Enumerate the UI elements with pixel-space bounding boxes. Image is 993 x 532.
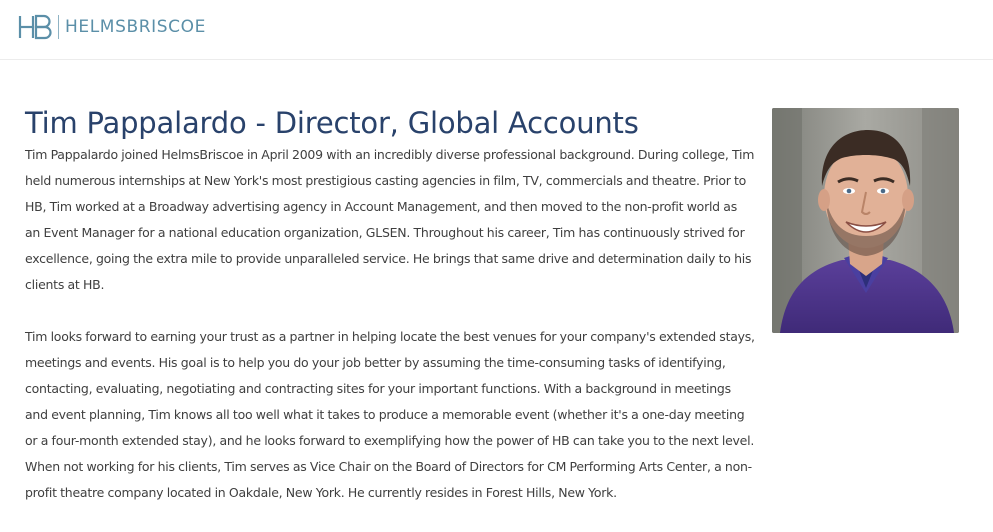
profile-content bbox=[25, 104, 755, 532]
site-header bbox=[0, 0, 993, 60]
logo-divider bbox=[58, 15, 59, 39]
profile-photo bbox=[772, 108, 959, 333]
logo-wordmark: HELMSBRISCOE bbox=[65, 17, 206, 37]
bio-paragraph-1: Tim Pappalardo joined HelmsBriscoe in April 2009 with an incredibly diverse professional background. During college, Tim held numerous internships at New York's most prestigious casting agencies in film, TV, commercials and theatre. Prior to HB, Tim worked at a Broadway advertising agency in Account Management, and then moved to the non-profit world as an Event Manager for a national education organization, GLSEN. Throughout his career, Tim has continuously strived for excellence, going the extra mile to provide unparalleled service. He brings that same drive and determination daily to his clients at HB. bbox=[25, 147, 755, 292]
page-title: Tim Pappalardo - Director, Global Accounts bbox=[25, 106, 639, 140]
helmsbriscoe-logo[interactable] bbox=[18, 14, 206, 40]
bio bbox=[25, 142, 755, 506]
bio-paragraph-2: Tim looks forward to earning your trust as a partner in helping locate the best venues for your company's extended stays, meetings and events. His goal is to help you do your job better by assuming the time-consuming tasks of identifying, contacting, evaluating, negotiating and contracting sites for your important functions. With a background in meetings and event planning, Tim knows all too well what it takes to produce a memorable event (whether it's a one-day meeting or a four-month extended stay), and he looks forward to exemplifying how the power of HB can take you to the next level. When not working for his clients, Tim serves as Vice Chair on the Board of Directors for CM Performing Arts Center, a non-profit theatre company located in Oakdale, New York. He currently resides in Forest Hills, New York. bbox=[25, 329, 755, 500]
hb-logo-mark-icon bbox=[18, 14, 54, 40]
